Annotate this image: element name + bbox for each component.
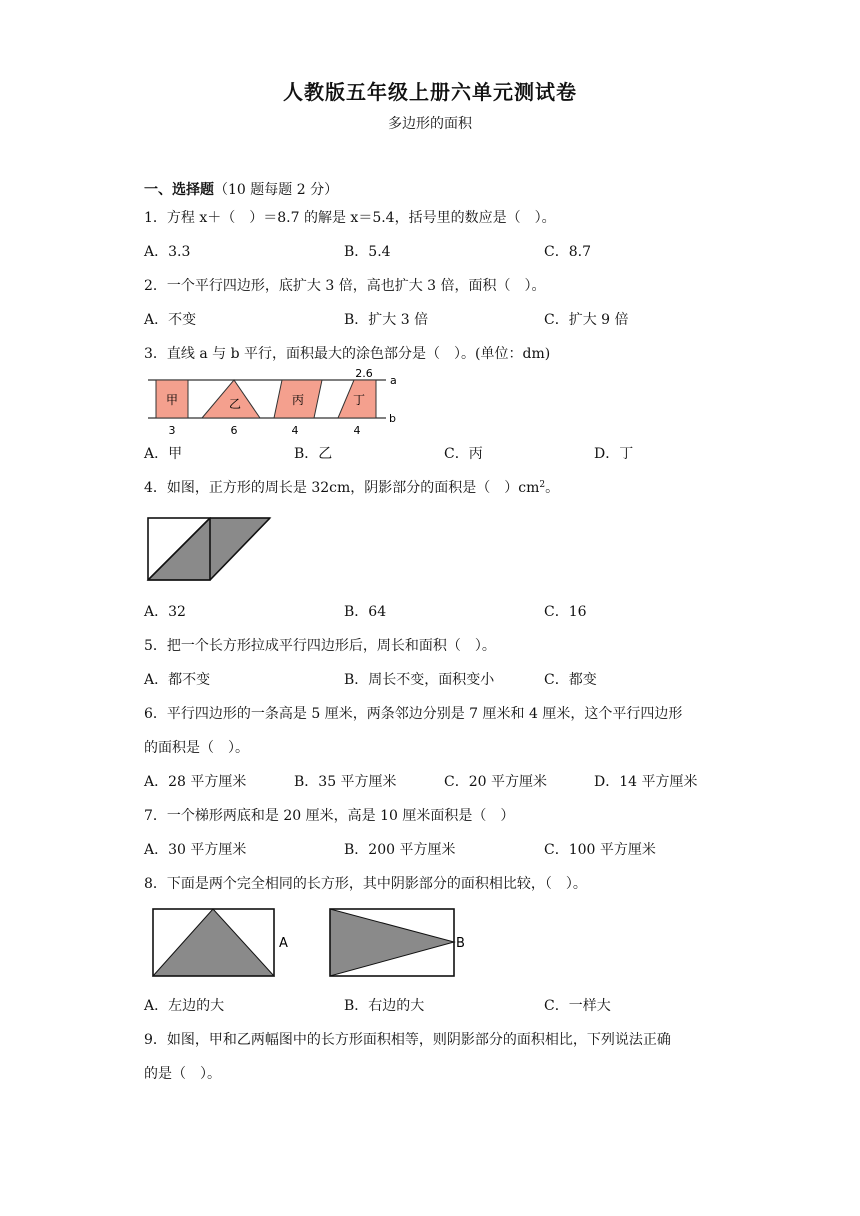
question-2-option-b[interactable]: B．扩大 3 倍 xyxy=(344,312,429,328)
question-1-option-c[interactable]: C．8.7 xyxy=(544,244,591,260)
question-6-option-a[interactable]: A．28 平方厘米 xyxy=(144,774,247,790)
top-number: 2.6 xyxy=(355,367,373,380)
question-6-stem-line1: 6．平行四边形的一条高是 5 厘米，两条邻边分别是 7 厘米和 4 厘米，这个平行四边形 xyxy=(144,706,683,722)
question-6-stem-line2: 的面积是（ ）。 xyxy=(144,740,249,756)
question-8-option-c[interactable]: C．一样大 xyxy=(544,998,611,1014)
question-6-option-d[interactable]: D．14 平方厘米 xyxy=(594,774,698,790)
question-4-option-a[interactable]: A．32 xyxy=(144,604,186,620)
left-shaded-triangle xyxy=(153,909,274,976)
question-1-option-b[interactable]: B．5.4 xyxy=(344,244,391,260)
page-title: 人教版五年级上册六单元测试卷 xyxy=(283,80,577,104)
section-heading xyxy=(144,180,338,200)
question-7-option-b[interactable]: B．200 平方厘米 xyxy=(344,842,456,858)
question-5-option-a[interactable]: A．都不变 xyxy=(144,672,211,688)
label-line-b: b xyxy=(389,412,396,425)
question-3-option-c[interactable]: C．丙 xyxy=(444,446,483,462)
question-4-stem-end: 。 xyxy=(545,480,560,496)
question-6-option-b[interactable]: B．35 平方厘米 xyxy=(294,774,397,790)
bottom-number-bing: 4 xyxy=(291,424,299,437)
question-4-option-c[interactable]: C．16 xyxy=(544,604,587,620)
bottom-number-ding: 4 xyxy=(353,424,361,437)
question-4-stem-sup: 2 xyxy=(539,480,546,490)
bottom-number-yi: 6 xyxy=(230,424,238,437)
question-5-option-b[interactable]: B．周长不变，面积变小 xyxy=(344,672,495,688)
question-7-option-c[interactable]: C．100 平方厘米 xyxy=(544,842,656,858)
question-2-option-a[interactable]: A．不变 xyxy=(144,312,197,328)
question-4-option-b[interactable]: B．64 xyxy=(344,604,387,620)
question-8-option-b[interactable]: B．右边的大 xyxy=(344,998,425,1014)
label-line-a: a xyxy=(390,374,397,387)
question-9-stem-line1: 9．如图，甲和乙两幅图中的长方形面积相等，则阴影部分的面积相比，下列说法正确 xyxy=(144,1032,671,1048)
label-b: B xyxy=(456,936,465,951)
rectangles-figure xyxy=(148,904,478,980)
question-3-stem: 3．直线 a 与 b 平行，面积最大的涂色部分是（ ）。(单位：dm) xyxy=(144,346,551,362)
question-9-stem-line2: 的是（ ）。 xyxy=(144,1066,221,1082)
question-4-stem-text: 4．如图，正方形的周长是 32cm，阴影部分的面积是（ ）cm xyxy=(144,480,540,496)
question-2-stem: 2．一个平行四边形，底扩大 3 倍，高也扩大 3 倍，面积（ ）。 xyxy=(144,278,546,294)
label-bing: 丙 xyxy=(291,393,305,407)
label-ding: 丁 xyxy=(352,393,366,407)
section-label: 一、选择题 xyxy=(144,182,214,198)
question-7-stem: 7．一个梯形两底和是 20 厘米，高是 10 厘米面积是（ ） xyxy=(144,808,515,824)
square-parallelogram-figure xyxy=(146,516,274,584)
right-shaded-triangle xyxy=(330,909,454,976)
question-5-option-c[interactable]: C．都变 xyxy=(544,672,597,688)
question-3-option-d[interactable]: D．丁 xyxy=(594,446,634,462)
question-8-option-a[interactable]: A．左边的大 xyxy=(144,998,225,1014)
label-yi: 乙 xyxy=(228,397,242,411)
question-4-stem xyxy=(144,478,559,498)
question-3-option-b[interactable]: B．乙 xyxy=(294,446,333,462)
label-jia: 甲 xyxy=(165,393,179,407)
question-7-option-a[interactable]: A．30 平方厘米 xyxy=(144,842,247,858)
question-3-option-a[interactable]: A．甲 xyxy=(144,446,183,462)
shaded-parallelogram xyxy=(148,518,270,580)
question-5-stem: 5．把一个长方形拉成平行四边形后，周长和面积（ ）。 xyxy=(144,638,496,654)
question-1-stem: 1．方程 x＋（ ）＝8.7 的解是 x＝5.4，括号里的数应是（ ）。 xyxy=(144,210,556,226)
page-subtitle: 多边形的面积 xyxy=(388,116,472,132)
question-2-option-c[interactable]: C．扩大 9 倍 xyxy=(544,312,629,328)
parallel-lines-figure xyxy=(146,366,406,438)
question-6-option-c[interactable]: C．20 平方厘米 xyxy=(444,774,547,790)
section-note: （10 题每题 2 分） xyxy=(214,182,339,198)
question-8-stem: 8．下面是两个完全相同的长方形，其中阴影部分的面积相比较，（ ）。 xyxy=(144,876,587,892)
label-a: A xyxy=(279,936,288,951)
bottom-number-jia: 3 xyxy=(168,424,176,437)
question-1-option-a[interactable]: A．3.3 xyxy=(144,244,191,260)
